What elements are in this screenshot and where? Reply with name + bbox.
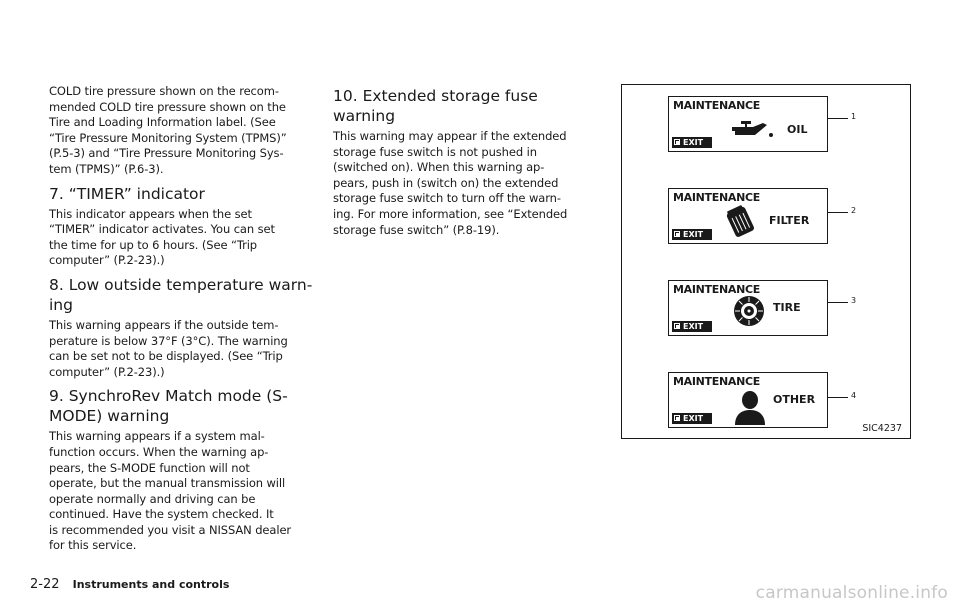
screen-label-tire: TIRE — [773, 301, 801, 314]
callout-1: 1 — [851, 112, 857, 121]
intro-paragraph: COLD tire pressure shown on the recom- mended COLD tire pressure shown on the Tire and Loading Information label. (See “Tire Pressure Monitoring System (TPMS)” (P.5-3) and “Tire Pressure Monitoring Sys- tem (TPMS)” (P.6-3). — [49, 84, 287, 176]
tire-icon — [733, 295, 765, 327]
section-9-heading: 9. SynchroRev Match mode (S- MODE) warning — [49, 387, 288, 426]
oil-can-icon — [731, 115, 777, 145]
oil-filter-icon — [723, 203, 757, 239]
maintenance-screen-filter — [668, 188, 828, 244]
screen-title: MAINTENANCE — [673, 375, 760, 388]
section-10-heading: 10. Extended storage fuse warning — [333, 87, 538, 125]
section-8-body: This warning appears if the outside tem- perature is below 37°F (3°C). The warning can be set not to be displayed. (See “Trip computer” (P.2-23).) — [49, 317, 288, 379]
screen-title: MAINTENANCE — [673, 283, 760, 296]
callout-leader-1 — [828, 118, 848, 119]
section-7-body: This indicator appears when the set “TIMER” indicator activates. You can set the time for up to 6 hours. (See “Trip computer” (P.2-23).) — [49, 206, 275, 268]
callout-leader-2 — [828, 212, 848, 213]
person-icon — [733, 389, 767, 425]
maintenance-display-figure — [621, 84, 911, 439]
callout-2: 2 — [851, 206, 857, 215]
maintenance-screen-other — [668, 372, 828, 428]
footer-section-name: Instruments and controls — [72, 578, 230, 591]
maintenance-screen-oil — [668, 96, 828, 152]
watermark-text: carmanualsonline.info — [755, 583, 948, 603]
exit-indicator: EXIT — [672, 137, 712, 148]
page-footer — [30, 573, 229, 592]
callout-leader-4 — [828, 397, 848, 398]
screen-label-other: OTHER — [773, 393, 816, 406]
section-8-heading: 8. Low outside temperature warn- ing — [49, 275, 313, 314]
page-number: 2-22 — [30, 577, 60, 592]
callout-leader-3 — [828, 302, 848, 303]
section-7-heading: 7. “TIMER” indicator — [49, 184, 205, 203]
screen-label-filter: FILTER — [769, 214, 810, 227]
text-column-middle — [333, 86, 601, 244]
callout-4: 4 — [851, 391, 857, 400]
exit-indicator: EXIT — [672, 413, 712, 424]
section-10-body: This warning may appear if the extended storage fuse switch is not pushed in (switched on). When this warning ap- pears, push in (switch on) the extended storage fuse switch to turn off the warn- ing. For more information, see “Extended storage fuse switch” (P.8-19). — [333, 129, 568, 237]
maintenance-screen-tire — [668, 280, 828, 336]
exit-indicator: EXIT — [672, 229, 712, 240]
exit-indicator: EXIT — [672, 321, 712, 332]
screen-title: MAINTENANCE — [673, 191, 760, 204]
figure-code: SIC4237 — [862, 423, 902, 434]
screen-label-oil: OIL — [787, 123, 808, 136]
screen-title: MAINTENANCE — [673, 99, 760, 112]
callout-3: 3 — [851, 296, 857, 305]
text-column-left — [49, 84, 317, 560]
section-9-body: This warning appears if a system mal- function occurs. When the warning ap- pears, the S-MODE function will not operate, but the manual transmission will operate normally and driving can be continued. Have the system checked. It is recommended you visit a NISSAN dealer for this service. — [49, 429, 292, 553]
